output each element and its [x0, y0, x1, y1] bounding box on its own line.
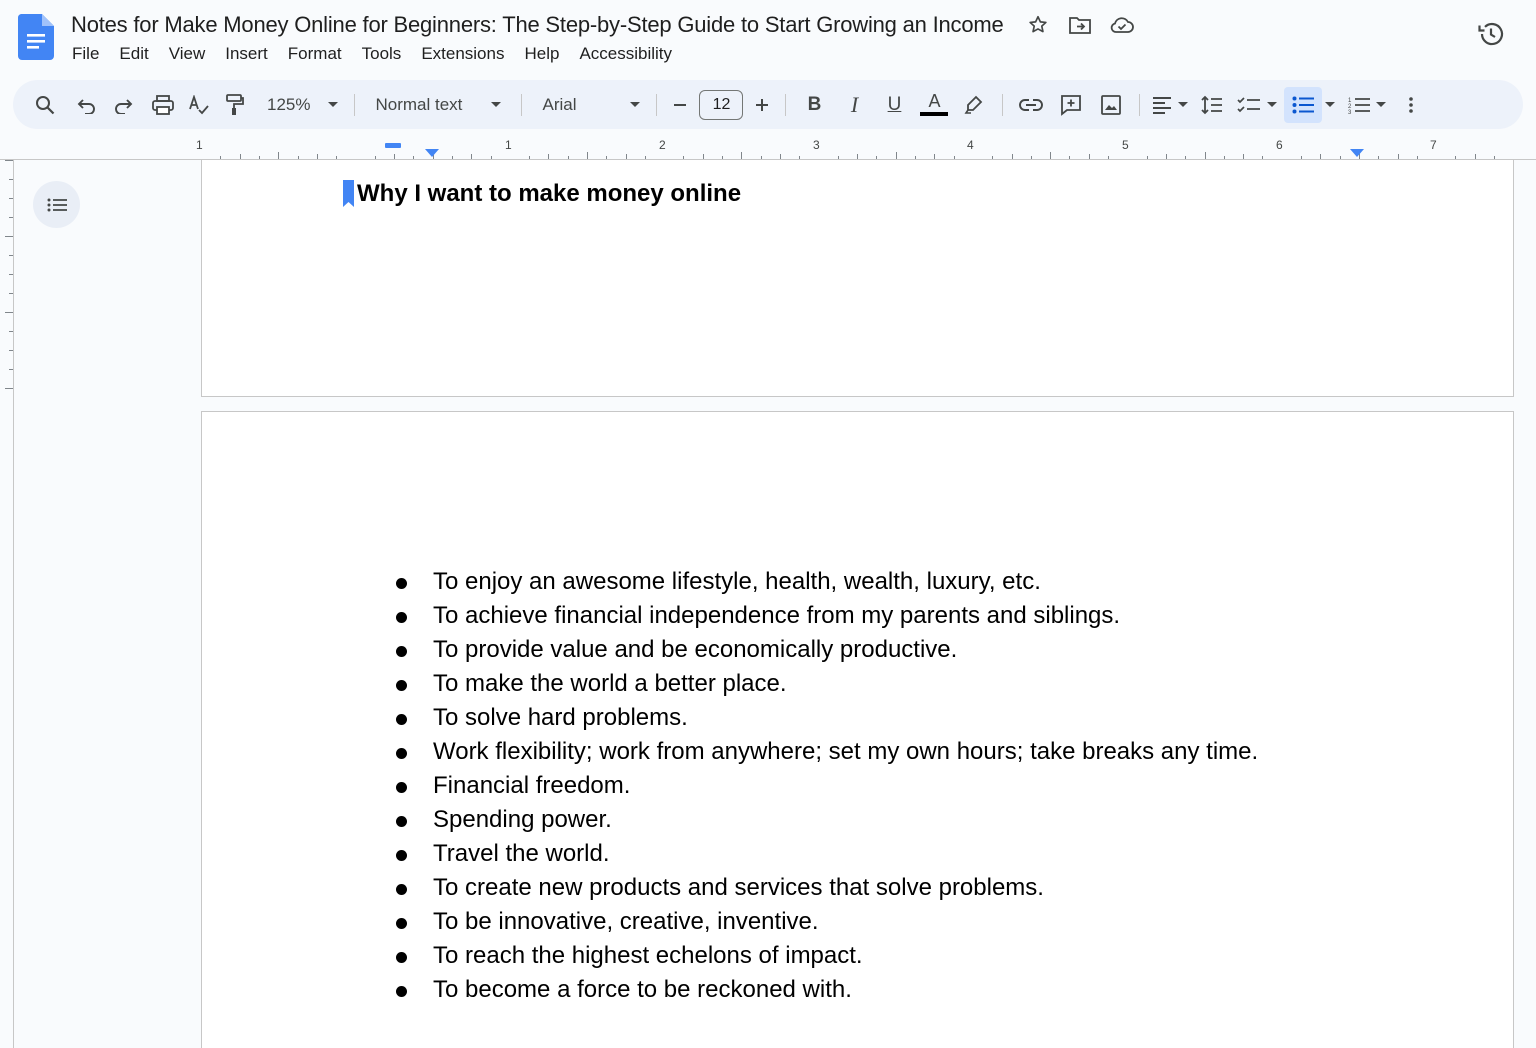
list-item[interactable]: To provide value and be economically productive. — [395, 633, 1258, 667]
ruler-tick — [491, 156, 492, 159]
vertical-ruler-tick — [9, 255, 13, 256]
ruler-tick — [838, 156, 839, 159]
list-item[interactable]: To enjoy an awesome lifestyle, health, wealth, luxury, etc. — [395, 565, 1258, 599]
numbered-list-dropdown[interactable] — [1342, 87, 1392, 123]
title-row — [71, 10, 1138, 40]
list-item[interactable]: To make the world a better place. — [395, 667, 1258, 701]
ruler-tick — [645, 156, 646, 159]
line-spacing-icon[interactable] — [1192, 87, 1232, 123]
bullet-icon — [396, 816, 407, 827]
ruler-tick — [1031, 156, 1032, 159]
menu-view[interactable]: View — [168, 44, 206, 63]
print-icon[interactable] — [145, 87, 181, 123]
ruler-tick — [1224, 156, 1225, 159]
outline-list-icon — [47, 198, 67, 212]
ruler-tick — [780, 154, 781, 159]
ruler-tick — [626, 154, 627, 159]
ruler-label: 3 — [813, 138, 820, 152]
toolbar-divider — [1139, 94, 1140, 116]
main-toolbar — [13, 80, 1523, 129]
bulleted-list-options-dropdown[interactable] — [1322, 87, 1338, 123]
ruler-tick — [375, 156, 376, 159]
vertical-ruler-tick — [9, 293, 13, 294]
app-header — [0, 0, 1536, 76]
ruler-tick — [1069, 156, 1070, 159]
chevron-down-icon — [1267, 102, 1277, 107]
search-menus-icon[interactable] — [27, 87, 63, 123]
bullet-icon — [396, 714, 407, 725]
list-item[interactable]: Financial freedom. — [395, 769, 1258, 803]
ruler-tick — [548, 154, 549, 159]
ruler-tick — [954, 156, 955, 159]
spelling-check-icon[interactable] — [181, 87, 217, 123]
bullet-icon — [396, 680, 407, 691]
list-item[interactable]: To reach the highest echelons of impact. — [395, 939, 1258, 973]
menu-edit[interactable]: Edit — [119, 44, 149, 63]
cloud-saved-icon[interactable] — [1106, 10, 1138, 40]
ruler-tick — [1205, 152, 1206, 159]
ruler-tick — [761, 156, 762, 159]
svg-text:2: 2 — [1348, 103, 1352, 110]
undo-icon[interactable] — [69, 87, 105, 123]
underline-icon[interactable]: U — [887, 93, 902, 115]
ruler-tick — [587, 152, 588, 159]
paragraph-style-dropdown[interactable] — [363, 87, 513, 123]
section-heading[interactable]: Why I want to make money online — [357, 180, 742, 207]
ruler-tick — [1012, 154, 1013, 159]
ruler-tick — [799, 156, 800, 159]
ruler-tick — [1378, 156, 1379, 159]
vertical-ruler-tick — [9, 198, 13, 199]
toolbar-divider — [521, 94, 522, 116]
ruler-tick — [1185, 156, 1186, 159]
ruler-label: 6 — [1276, 138, 1283, 152]
insert-image-icon[interactable] — [1091, 87, 1131, 123]
first-line-indent-marker[interactable] — [385, 143, 401, 148]
chevron-down-icon — [1376, 102, 1386, 107]
bullet-icon — [396, 986, 407, 997]
ruler-tick — [452, 156, 453, 159]
vertical-ruler-tick — [5, 312, 13, 313]
document-outline-button[interactable] — [33, 181, 80, 228]
menu-format[interactable]: Format — [287, 44, 342, 63]
ruler-tick — [240, 154, 241, 159]
menu-insert[interactable]: Insert — [225, 44, 268, 63]
vertical-ruler-tick — [5, 160, 13, 161]
bullet-icon — [396, 646, 407, 657]
align-dropdown[interactable] — [1148, 87, 1192, 123]
toolbar-divider — [1002, 94, 1003, 116]
bullet-icon — [396, 952, 407, 963]
left-indent-marker[interactable] — [425, 149, 439, 157]
document-page[interactable] — [201, 160, 1514, 397]
toolbar-divider — [656, 94, 657, 116]
list-item[interactable]: Travel the world. — [395, 837, 1258, 871]
add-comment-icon[interactable] — [1051, 87, 1091, 123]
ruler-tick — [1340, 156, 1341, 159]
vertical-ruler-tick — [9, 179, 13, 180]
menu-tools[interactable]: Tools — [361, 44, 402, 63]
docs-logo-icon[interactable] — [18, 14, 54, 60]
ruler-tick — [683, 156, 684, 159]
decrease-font-size-icon[interactable] — [665, 87, 695, 123]
ruler-label: 2 — [659, 138, 666, 152]
ruler-tick — [1475, 154, 1476, 159]
ruler-tick — [220, 156, 221, 159]
ruler-tick — [1089, 154, 1090, 159]
list-item[interactable]: Work flexibility; work from anywhere; set my own hours; take breaks any time. — [395, 735, 1258, 769]
ruler-tick — [278, 152, 279, 159]
font-family-value: Arial — [542, 94, 577, 114]
ruler-label: 1 — [505, 138, 512, 152]
ruler-tick — [1050, 152, 1051, 159]
font-family-dropdown[interactable] — [530, 87, 648, 123]
vertical-ruler[interactable] — [0, 160, 14, 1048]
menu-file[interactable]: File — [72, 44, 100, 63]
increase-font-size-icon[interactable] — [747, 87, 777, 123]
document-title[interactable]: Notes for Make Money Online for Beginners: The Step-by-Step Guide to Start Growing an Income — [71, 12, 1004, 37]
checklist-dropdown[interactable] — [1232, 87, 1282, 123]
ruler-tick — [568, 156, 569, 159]
svg-text:3: 3 — [1348, 109, 1352, 114]
vertical-ruler-tick — [9, 217, 13, 218]
vertical-ruler-tick — [9, 331, 13, 332]
horizontal-ruler[interactable] — [0, 136, 1536, 160]
ruler-tick — [606, 156, 607, 159]
bullet-icon — [396, 578, 407, 589]
ruler-tick — [336, 156, 337, 159]
ruler-tick — [298, 156, 299, 159]
ruler-tick — [1262, 156, 1263, 159]
list-item[interactable]: To become a force to be reckoned with. — [395, 973, 1258, 1007]
more-options-icon[interactable] — [1396, 87, 1426, 123]
ruler-tick — [1243, 154, 1244, 159]
ruler-tick — [876, 156, 877, 159]
ruler-label: 7 — [1430, 138, 1437, 152]
vertical-ruler-tick — [9, 274, 13, 275]
right-indent-marker[interactable] — [1350, 149, 1364, 157]
paint-format-icon[interactable] — [217, 87, 253, 123]
star-icon[interactable] — [1022, 10, 1054, 40]
ruler-tick — [915, 156, 916, 159]
highlight-color-icon[interactable] — [954, 87, 994, 123]
font-size-input[interactable]: 12 — [699, 90, 743, 120]
ruler-tick — [1455, 156, 1456, 159]
ruler-tick — [722, 156, 723, 159]
ruler-tick — [1494, 156, 1495, 159]
ruler-tick — [1417, 156, 1418, 159]
ruler-label: 4 — [967, 138, 974, 152]
ruler-label: 1 — [196, 138, 203, 152]
ruler-tick — [992, 156, 993, 159]
bookmark-icon[interactable] — [343, 180, 354, 207]
paragraph-style-value: Normal text — [375, 94, 463, 114]
ruler-tick — [471, 154, 472, 159]
list-item[interactable]: To create new products and services that solve problems. — [395, 871, 1258, 905]
bullet-icon — [396, 850, 407, 861]
chevron-down-icon — [1325, 102, 1335, 107]
ruler-tick — [857, 154, 858, 159]
italic-icon[interactable]: I — [850, 91, 859, 117]
ruler-tick — [413, 156, 414, 159]
chevron-down-icon — [630, 102, 640, 107]
document-page[interactable] — [201, 411, 1514, 1048]
ruler-tick — [1398, 154, 1399, 159]
ruler-tick — [934, 154, 935, 159]
menu-help[interactable]: Help — [524, 44, 560, 63]
ruler-tick — [1320, 154, 1321, 159]
bullet-icon — [396, 884, 407, 895]
ruler-tick — [394, 154, 395, 159]
list-item[interactable]: Spending power. — [395, 803, 1258, 837]
zoom-value: 125% — [267, 94, 311, 114]
list-item[interactable]: To achieve financial independence from my parents and siblings. — [395, 599, 1258, 633]
chevron-down-icon — [328, 102, 338, 107]
ruler-label: 5 — [1122, 138, 1129, 152]
bullet-icon — [396, 782, 407, 793]
ruler-tick — [1301, 156, 1302, 159]
bullet-icon — [396, 612, 407, 623]
insert-link-icon[interactable] — [1011, 87, 1051, 123]
vertical-ruler-tick — [5, 236, 13, 237]
ruler-tick — [896, 152, 897, 159]
chevron-down-icon — [491, 102, 501, 107]
ruler-tick — [317, 154, 318, 159]
toolbar-divider — [354, 94, 355, 116]
bullet-icon — [396, 918, 407, 929]
menu-extensions[interactable]: Extensions — [421, 44, 505, 63]
vertical-ruler-tick — [9, 369, 13, 370]
vertical-ruler-tick — [9, 350, 13, 351]
zoom-dropdown[interactable] — [261, 87, 344, 123]
text-color-icon[interactable]: A — [914, 87, 954, 123]
bulleted-list-button[interactable] — [1284, 87, 1322, 123]
ruler-tick — [1166, 154, 1167, 159]
toolbar-divider — [785, 94, 786, 116]
version-history-icon[interactable] — [1472, 16, 1510, 52]
menu-accessibility[interactable]: Accessibility — [579, 44, 673, 63]
list-item[interactable]: To be innovative, creative, inventive. — [395, 905, 1258, 939]
ruler-tick — [1147, 156, 1148, 159]
redo-icon[interactable] — [105, 87, 141, 123]
ruler-tick — [259, 156, 260, 159]
bullet-icon — [396, 748, 407, 759]
menu-bar — [62, 42, 682, 66]
list-item[interactable]: To solve hard problems. — [395, 701, 1258, 735]
ruler-tick — [1108, 156, 1109, 159]
bullet-list — [395, 565, 1258, 1007]
ruler-tick — [529, 156, 530, 159]
move-folder-icon[interactable] — [1064, 10, 1096, 40]
ruler-tick — [703, 154, 704, 159]
vertical-ruler-tick — [5, 388, 13, 389]
chevron-down-icon — [1178, 102, 1188, 107]
bold-icon[interactable]: B — [807, 93, 822, 115]
svg-text:1: 1 — [1348, 97, 1352, 104]
ruler-tick — [741, 152, 742, 159]
